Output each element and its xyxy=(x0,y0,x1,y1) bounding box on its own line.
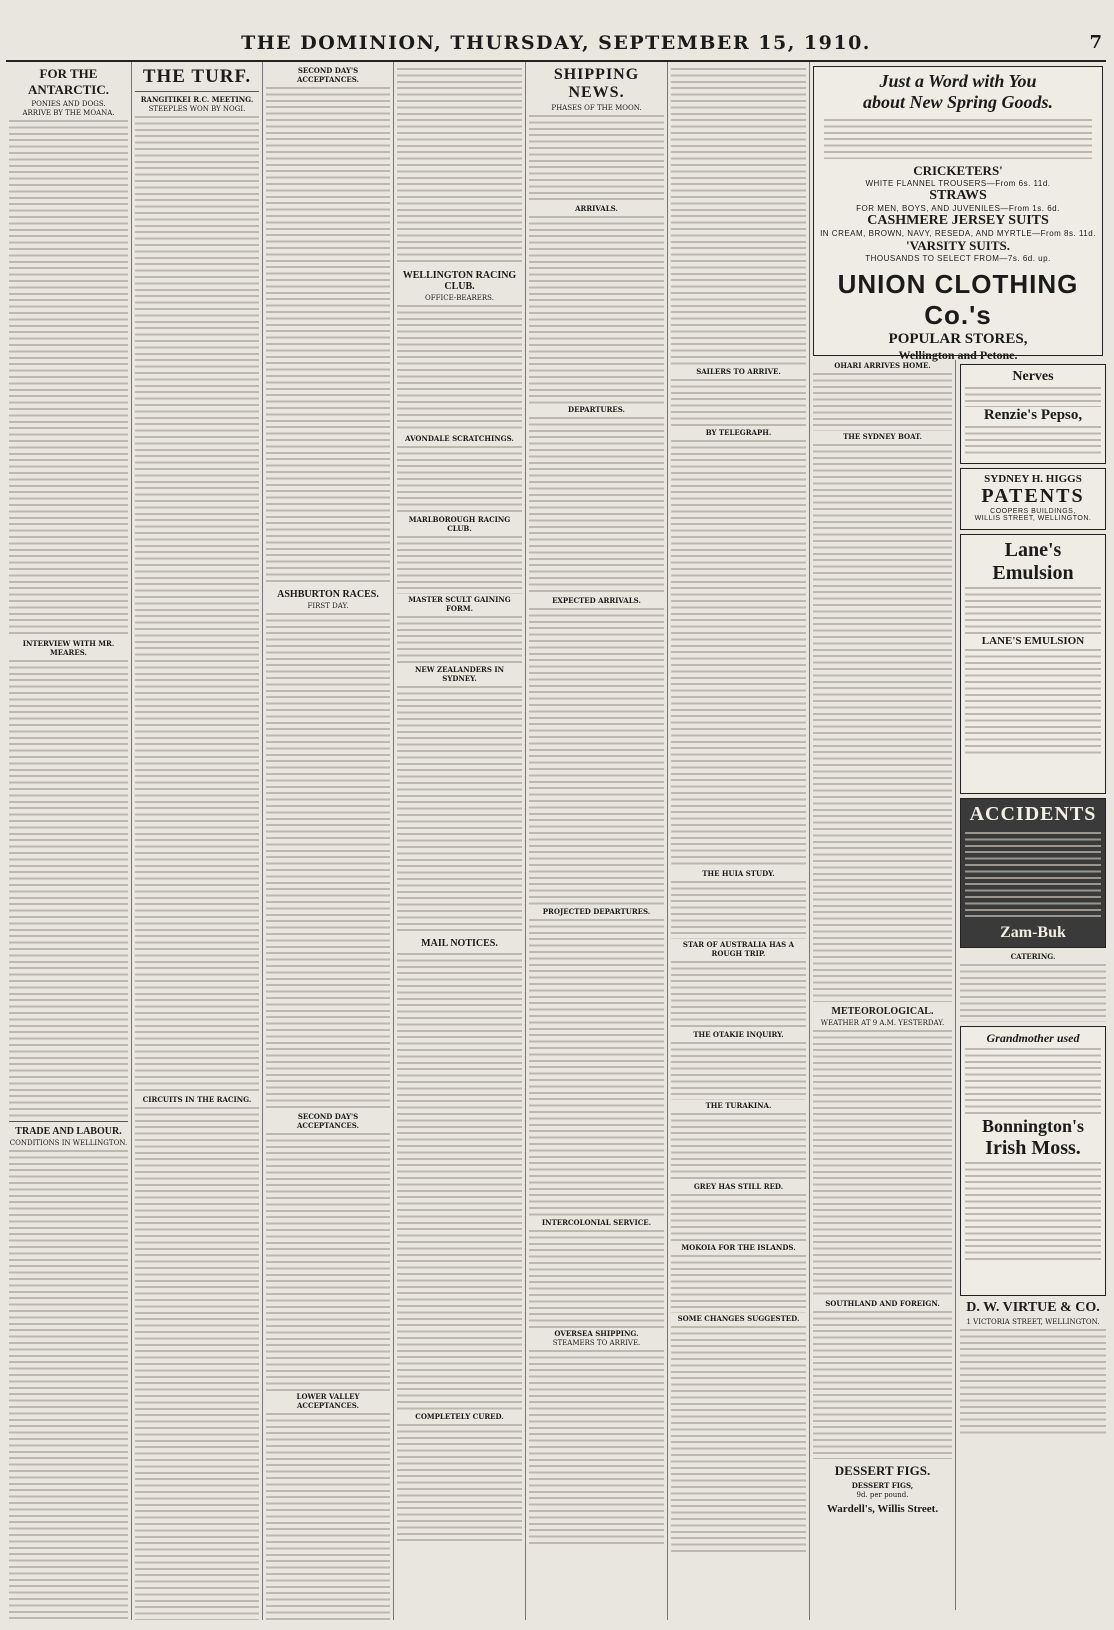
article-trade-body xyxy=(9,1148,128,1620)
article-avondale-body xyxy=(397,444,522,514)
article-second-day-body xyxy=(266,85,390,585)
ad-irish-brand: Bonnington's xyxy=(981,1116,1085,1136)
ad-zambuk xyxy=(960,798,1106,948)
subheading-turakina: THE TURAKINA. xyxy=(705,1101,772,1110)
column-3 xyxy=(263,62,394,1620)
article-antarctic-body xyxy=(9,118,128,638)
article-southland-body xyxy=(813,1309,952,1459)
subheading-intercolonial: INTERCOLONIAL SERVICE. xyxy=(541,1218,652,1227)
ad-lanes xyxy=(960,534,1106,794)
subheading-marlborough: MARLBOROUGH RACING CLUB. xyxy=(408,515,511,533)
article-wrc-body xyxy=(397,303,522,433)
article-lower-valley-body xyxy=(266,1411,390,1620)
column-2 xyxy=(132,62,263,1620)
ad-irish-body-2 xyxy=(965,1160,1101,1260)
ad-nerves xyxy=(960,364,1106,464)
divider xyxy=(9,1121,128,1122)
article-results-body xyxy=(397,66,522,266)
ad-cricketers: CRICKETERS' xyxy=(913,163,1003,178)
subheading-telegraph: BY TELEGRAPH. xyxy=(705,428,772,437)
subheading-ohari: OHARI ARRIVES HOME. xyxy=(834,361,931,370)
heading-trade-labour: TRADE AND LABOUR. xyxy=(15,1126,122,1137)
article-moon-body xyxy=(529,113,664,203)
ad-nerves-title: Nerves xyxy=(1012,369,1054,384)
article-telegraph-body xyxy=(671,438,806,868)
ad-zambuk-brand: Zam-Buk xyxy=(1000,924,1066,941)
subheading-first-day: FIRST DAY. xyxy=(307,602,349,610)
subheading-departures: DEPARTURES. xyxy=(568,405,625,414)
heading-dessert-figs: DESSERT FIGS. xyxy=(834,1463,931,1478)
ad-brand-3: Wellington and Petone. xyxy=(898,348,1018,362)
ad-straws: STRAWS xyxy=(929,188,987,203)
dessert-figs-footer: Wardell's, Willis Street. xyxy=(826,1503,939,1515)
subheading-master-scult: MASTER SCULT GAINING FORM. xyxy=(408,595,511,613)
subheading-grey: GREY HAS STILL RED. xyxy=(693,1182,784,1191)
subheading-circuits: CIRCUITS IN THE RACING. xyxy=(142,1095,252,1104)
article-liverpool-body xyxy=(671,66,806,366)
ad-nerves-body xyxy=(965,385,1101,407)
ad-irish-title: Grandmother used xyxy=(986,1031,1080,1045)
ad-irish-brand-2: Irish Moss. xyxy=(985,1137,1081,1159)
article-otakie-body xyxy=(671,1040,806,1100)
subheading-nogi: STEEPLES WON BY NOGI. xyxy=(148,105,246,113)
ad-zambuk-body xyxy=(965,830,1101,920)
subheading-wellington: CONDITIONS IN WELLINGTON. xyxy=(9,1139,128,1147)
ad-nerves-body-2 xyxy=(965,424,1101,454)
subheading-star-australia: STAR OF AUSTRALIA HAS A ROUGH TRIP. xyxy=(682,940,795,958)
subheading-expected-arrivals: EXPECTED ARRIVALS. xyxy=(552,596,641,605)
article-sydney-boat-body xyxy=(813,442,952,1002)
subheading-mokoia: MOKOIA FOR THE ISLANDS. xyxy=(681,1243,796,1252)
subheading-meares: INTERVIEW WITH MR. MEARES. xyxy=(22,639,115,657)
article-departures-body xyxy=(529,415,664,595)
ad-nerves-brand: Renzie's Pepso, xyxy=(983,407,1083,423)
article-grey-body xyxy=(671,1192,806,1242)
ad-patents-1: SYDNEY H. HIGGS xyxy=(984,473,1082,485)
dessert-figs-sub: DESSERT FIGS, xyxy=(851,1481,914,1490)
article-second-day-2-body xyxy=(266,1131,390,1391)
heading-antarctic: FOR THE ANTARCTIC. xyxy=(27,66,109,97)
ad-accidents-title: ACCIDENTS xyxy=(969,803,1097,825)
subheading-avondale: AVONDALE SCRATCHINGS. xyxy=(405,434,514,443)
article-weather-body xyxy=(813,1028,952,1298)
heading-ashburton: ASHBURTON RACES. xyxy=(277,589,379,600)
column-7-right xyxy=(960,360,1106,1610)
ad-cashmere-sub: IN CREAM, BROWN, NAVY, RESEDA, AND MYRTLE—From 8s. 11d. xyxy=(820,229,1096,238)
article-nz-sydney-body xyxy=(397,684,522,934)
ad-varsity: 'VARSITY SUITS. xyxy=(905,238,1011,253)
column-7-body xyxy=(813,360,1103,1610)
subheading-moana: ARRIVE BY THE MOANA. xyxy=(22,109,115,117)
article-arrivals-body xyxy=(529,214,664,404)
subheading-arrivals: ARRIVALS. xyxy=(575,204,618,213)
article-meares-body xyxy=(9,658,128,1118)
ad-lanes-title-2: Emulsion xyxy=(992,562,1074,584)
divider xyxy=(135,91,259,92)
subheading-huia: THE HUIA STUDY. xyxy=(702,869,775,878)
ad-patents-3: COOPERS BUILDINGS, xyxy=(990,508,1076,515)
subheading-oversea: OVERSEA SHIPPING. xyxy=(554,1329,639,1338)
column-5 xyxy=(526,62,668,1620)
page-number: 7 xyxy=(1089,32,1102,53)
ad-straws-sub: FOR MEN, BOYS, AND JUVENILES—From 1s. 6d. xyxy=(856,204,1060,213)
article-oversea-body xyxy=(529,1348,664,1548)
ad-patents-2: PATENTS xyxy=(981,485,1085,507)
ad-flannel: WHITE FLANNEL TROUSERS—From 6s. 11d. xyxy=(865,179,1051,188)
ad-lanes-title: Lane's xyxy=(1004,539,1062,561)
ad-brand-2: POPULAR STORES, xyxy=(888,331,1028,347)
dessert-figs-price: 9d. per pound. xyxy=(856,1491,909,1499)
ad-union-body xyxy=(824,117,1092,159)
subheading-lower-valley: LOWER VALLEY ACCEPTANCES. xyxy=(296,1392,360,1410)
subheading-steamers: STEAMERS TO ARRIVE. xyxy=(552,1339,641,1347)
article-circuits-body xyxy=(135,1105,259,1620)
ad-headline-1: Just a Word with You xyxy=(879,71,1037,91)
heading-wrc: WELLINGTON RACING CLUB. xyxy=(402,270,517,292)
article-catering-body xyxy=(960,962,1106,1022)
ad-lanes-body-2 xyxy=(965,647,1101,757)
article-virtue-body xyxy=(960,1327,1106,1437)
subheading-completely-cured: COMPLETELY CURED. xyxy=(415,1412,504,1421)
subheading-rangitikei: RANGITIKEI R.C. MEETING. xyxy=(140,95,254,104)
ad-union-clothing xyxy=(813,66,1103,362)
column-7-left xyxy=(813,360,956,1610)
heading-meteorological: METEOROLOGICAL. xyxy=(831,1006,934,1017)
article-mail-body xyxy=(397,951,522,1411)
article-turakina-body xyxy=(671,1111,806,1181)
ad-headline-2: about New Spring Goods. xyxy=(862,92,1054,112)
article-changes-body xyxy=(671,1324,806,1554)
ad-lanes-body xyxy=(965,585,1101,635)
masthead-title: THE DOMINION, THURSDAY, SEPTEMBER 15, 1910. xyxy=(241,32,871,54)
subheading-weather: WEATHER AT 9 A.M. YESTERDAY. xyxy=(820,1019,945,1027)
column-7 xyxy=(810,62,1106,1620)
subheading-sydney-boat: THE SYDNEY BOAT. xyxy=(843,432,922,441)
virtue-address: 1 VICTORIA STREET, WELLINGTON. xyxy=(966,1318,1100,1326)
article-huia-body xyxy=(671,879,806,939)
subheading-office-bearers: OFFICE-BEARERS. xyxy=(425,294,494,302)
subheading-changes: SOME CHANGES SUGGESTED. xyxy=(677,1314,800,1323)
subheading-moon: PHASES OF THE MOON. xyxy=(551,104,642,112)
article-mokoia-body xyxy=(671,1253,806,1313)
heading-shipping: SHIPPING NEWS. xyxy=(553,66,640,101)
ad-irish-moss xyxy=(960,1026,1106,1296)
subheading-ponies: PONIES AND DOGS. xyxy=(31,100,106,108)
column-4 xyxy=(394,62,526,1620)
article-cured-body xyxy=(397,1422,522,1542)
subheading-otakie: THE OTAKIE INQUIRY. xyxy=(693,1030,784,1039)
column-1 xyxy=(6,62,132,1620)
article-projected-body xyxy=(529,917,664,1217)
ad-patents xyxy=(960,468,1106,530)
heading-mail-notices: MAIL NOTICES. xyxy=(421,938,498,949)
column-6 xyxy=(668,62,810,1620)
article-intercolonial-body xyxy=(529,1228,664,1328)
subheading-catering: CATERING. xyxy=(1010,952,1056,961)
ad-irish-body xyxy=(965,1046,1101,1116)
ad-patents-4: WILLIS STREET, WELLINGTON. xyxy=(974,515,1092,522)
subheading-sailers: SAILERS TO ARRIVE. xyxy=(696,367,781,376)
subheading-projected: PROJECTED DEPARTURES. xyxy=(542,907,651,916)
article-master-scult-body xyxy=(397,614,522,664)
subheading-southland: SOUTHLAND AND FOREIGN. xyxy=(825,1299,940,1308)
article-ashburton-body xyxy=(266,611,390,1111)
ad-varsity-sub: THOUSANDS TO SELECT FROM—7s. 6d. up. xyxy=(865,254,1051,263)
ad-brand: UNION CLOTHING Co.'s xyxy=(837,269,1079,330)
ad-lanes-sub: LANE'S EMULSION xyxy=(981,635,1085,647)
article-ohari-body xyxy=(813,371,952,431)
heading-turf: THE TURF. xyxy=(142,66,252,87)
heading-virtue: D. W. VIRTUE & CO. xyxy=(966,1300,1100,1315)
masthead xyxy=(6,30,1106,62)
subheading-nz-sydney: NEW ZEALANDERS IN SYDNEY. xyxy=(414,665,505,683)
subheading-second-day: SECOND DAY'S ACCEPTANCES. xyxy=(297,66,359,84)
article-rangitikei-body xyxy=(135,114,259,1094)
article-expected-body xyxy=(529,606,664,906)
article-sailers-body xyxy=(671,377,806,427)
article-marlborough-body xyxy=(397,534,522,594)
article-star-body xyxy=(671,959,806,1029)
subheading-second-day-2: SECOND DAY'S ACCEPTANCES. xyxy=(297,1112,359,1130)
ad-cashmere: CASHMERE JERSEY SUITS xyxy=(867,213,1049,228)
